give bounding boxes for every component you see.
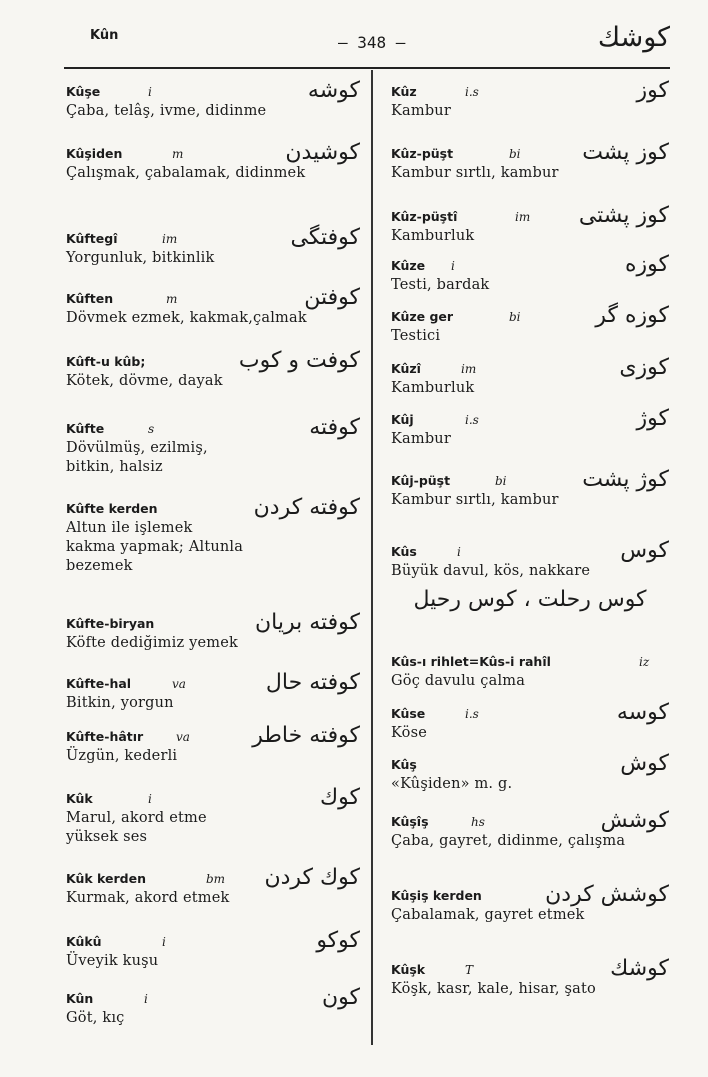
grammar-tag: va (172, 677, 186, 691)
dictionary-entry (391, 583, 669, 617)
running-head-left: Kûn (90, 28, 119, 43)
arabic-headword: كوك كردن (264, 865, 360, 890)
headword: Kûz-püştî (391, 209, 458, 224)
definition-line: Testi, bardak (391, 277, 490, 293)
dictionary-entry (66, 865, 360, 908)
dictionary-entry (391, 700, 669, 743)
dictionary-entry (66, 985, 360, 1028)
dictionary-entry (66, 415, 360, 477)
headword: Kûşîş (391, 814, 429, 829)
dictionary-entry (391, 956, 669, 999)
dictionary-entry (391, 808, 669, 851)
dictionary-entry (66, 785, 360, 847)
grammar-tag: va (176, 730, 190, 744)
dictionary-entry (391, 751, 669, 794)
arabic-headword: كوفته (309, 415, 360, 440)
dictionary-entry (66, 495, 360, 576)
headword: Kûzî (391, 361, 421, 376)
headword: Kûş (391, 757, 417, 772)
dictionary-entry (391, 140, 669, 183)
dictionary-entry (391, 406, 669, 449)
arabic-headword: كوز (636, 78, 669, 103)
arabic-headword: كوسه (616, 700, 669, 725)
dictionary-entry (391, 355, 669, 398)
definition-line: yüksek ses (66, 829, 148, 845)
arabic-headword: كوش (620, 751, 669, 776)
headword: Kûse (391, 706, 426, 721)
definition-line: Kötek, dövme, dayak (66, 373, 223, 389)
definition-line: bezemek (66, 558, 133, 574)
dictionary-entry (391, 538, 669, 581)
headword: Kûz (391, 84, 417, 99)
dictionary-entry (391, 648, 669, 691)
grammar-tag: i (451, 259, 455, 273)
dictionary-entry (66, 928, 360, 971)
arabic-headword: كوشش كردن (545, 882, 669, 907)
definition-line: Yorgunluk, bitkinlik (66, 250, 215, 266)
definition-line: Köşk, kasr, kale, hisar, şato (391, 981, 596, 997)
headword: Kûfte-hal (66, 676, 132, 691)
definition-line: Testici (391, 328, 441, 344)
dictionary-entry (391, 203, 669, 246)
arabic-headword: كوشك (610, 956, 669, 981)
dictionary-entry (391, 467, 669, 510)
grammar-tag: im (461, 362, 477, 376)
definition-line: Kambur sırtlı, kambur (391, 492, 559, 508)
dictionary-entry (391, 882, 669, 925)
headword: Kûften (66, 291, 114, 306)
grammar-tag: iz (639, 655, 650, 669)
headword: Kûs-ı rihlet=Kûs-i rahîl (391, 654, 551, 669)
definition-line: Göç davulu çalma (391, 673, 526, 689)
headword: Kûft-u kûb; (66, 354, 146, 369)
definition-line: «Kûşiden» m. g. (391, 776, 513, 792)
definition-line: bitkin, halsiz (66, 459, 163, 475)
grammar-tag: im (515, 210, 531, 224)
definition-line: Üveyik kuşu (66, 953, 159, 969)
arabic-headword: كوفته حال (265, 670, 360, 695)
headword: Kûze ger (391, 309, 454, 324)
definition-line: kakma yapmak; Altunla (66, 539, 244, 555)
definition-line: Altun ile işlemek (66, 520, 193, 536)
headword: Kûkû (66, 934, 102, 949)
arabic-headword: كوفت و كوب (238, 348, 360, 373)
dictionary-entry (66, 225, 360, 268)
headword: Kûn (66, 991, 94, 1006)
headword: Kûşk (391, 962, 426, 977)
grammar-tag: i (162, 935, 166, 949)
running-head-right-arabic: كوشك (597, 22, 670, 53)
dictionary-entry (66, 723, 360, 766)
definition-line: Çaba, telâş, ivme, didinme (66, 103, 267, 119)
headword: Kûşe (66, 84, 101, 99)
headword: Kûk kerden (66, 871, 146, 886)
grammar-tag: bi (509, 147, 521, 161)
dictionary-entry (391, 78, 669, 121)
definition-line: Kambur (391, 103, 451, 119)
definition-line: Dövmek ezmek, kakmak,çalmak (66, 310, 307, 326)
dictionary-entry (66, 670, 360, 713)
headword: Kûfte-biryan (66, 616, 155, 631)
grammar-tag: i (144, 992, 148, 1006)
headword: Kûfte kerden (66, 501, 158, 516)
dictionary-entry (66, 610, 360, 653)
definition-line: Üzgün, kederli (66, 748, 178, 764)
definition-line: Marul, akord etme (66, 810, 207, 826)
arabic-headword: كوشيدن (285, 140, 360, 165)
grammar-tag: s (148, 422, 155, 436)
arabic-headword: كوك (320, 785, 360, 810)
headword: Kûfte-hâtır (66, 729, 144, 744)
arabic-headword: كوس (620, 538, 669, 563)
headword: Kûze (391, 258, 426, 273)
headword: Kûj (391, 412, 414, 427)
arabic-headword: كوزه گر (595, 303, 669, 328)
arabic-headword: كوفته خاطر (252, 723, 360, 748)
headword: Kûk (66, 791, 93, 806)
definition-line: Çaba, gayret, didinme, çalışma (391, 833, 626, 849)
headword: Kûs (391, 544, 417, 559)
headword: Kûz-püşt (391, 146, 454, 161)
headword: Kûftegî (66, 231, 118, 246)
grammar-tag: i (457, 545, 461, 559)
arabic-headword: كوشه (307, 78, 360, 103)
grammar-tag: hs (471, 815, 485, 829)
dictionary-entry (391, 303, 669, 346)
definition-line: Köse (391, 725, 427, 741)
dictionary-entry (66, 285, 360, 328)
header-rule (64, 67, 670, 69)
arabic-headword: كوفته كردن (253, 495, 360, 520)
arabic-headword: كوزى (619, 355, 669, 380)
arabic-headword: كوكو (316, 928, 360, 953)
definition-line: Kurmak, akord etmek (66, 890, 230, 906)
definition-line: Göt, kıç (66, 1010, 125, 1026)
headword: Kûfte (66, 421, 105, 436)
grammar-tag: im (162, 232, 178, 246)
grammar-tag: m (172, 147, 184, 161)
arabic-headword: كوفتگى (290, 225, 360, 250)
dictionary-entry (66, 348, 360, 391)
arabic-headword: كوفتن (304, 285, 360, 310)
dictionary-entry (391, 252, 669, 295)
arabic-headword: كوزه (625, 252, 669, 277)
definition-line: Kambur sırtlı, kambur (391, 165, 559, 181)
dictionary-entry (66, 78, 360, 121)
grammar-tag: i (148, 792, 152, 806)
page-number: — 348 — (338, 33, 406, 52)
grammar-tag: i.s (465, 413, 479, 427)
column-divider (371, 70, 373, 1045)
arabic-headword: كوژ (636, 406, 669, 431)
headword: Kûj-püşt (391, 473, 451, 488)
arabic-headword: كوز پشتى (578, 203, 669, 228)
arabic-headword: كوز پشت (582, 140, 669, 165)
grammar-tag: i.s (465, 85, 479, 99)
definition-line: Çabalamak, gayret etmek (391, 907, 585, 923)
grammar-tag: i.s (465, 707, 479, 721)
dictionary-entry (66, 140, 360, 183)
definition-line: Dövülmüş, ezilmiş, (66, 440, 208, 456)
definition-line: Kamburluk (391, 228, 475, 244)
headword: Kûşiden (66, 146, 123, 161)
grammar-tag: i (148, 85, 152, 99)
arabic-phrase: كوس رحلت ، كوس رحيل (413, 587, 647, 612)
grammar-tag: bi (509, 310, 521, 324)
definition-line: Çalışmak, çabalamak, didinmek (66, 165, 306, 181)
definition-line: Köfte dediğimiz yemek (66, 635, 238, 651)
grammar-tag: m (166, 292, 178, 306)
grammar-tag: T (465, 963, 474, 977)
definition-line: Kambur (391, 431, 451, 447)
grammar-tag: bm (206, 872, 226, 886)
headword: Kûşiş kerden (391, 888, 482, 903)
arabic-headword: كوژ پشت (582, 467, 669, 492)
definition-line: Kamburluk (391, 380, 475, 396)
definition-line: Bitkin, yorgun (66, 695, 174, 711)
grammar-tag: bi (495, 474, 507, 488)
arabic-headword: كوفته بريان (254, 610, 360, 635)
definition-line: Büyük davul, kös, nakkare (391, 563, 591, 579)
arabic-headword: كوشش (600, 808, 669, 833)
arabic-headword: كون (322, 985, 360, 1010)
